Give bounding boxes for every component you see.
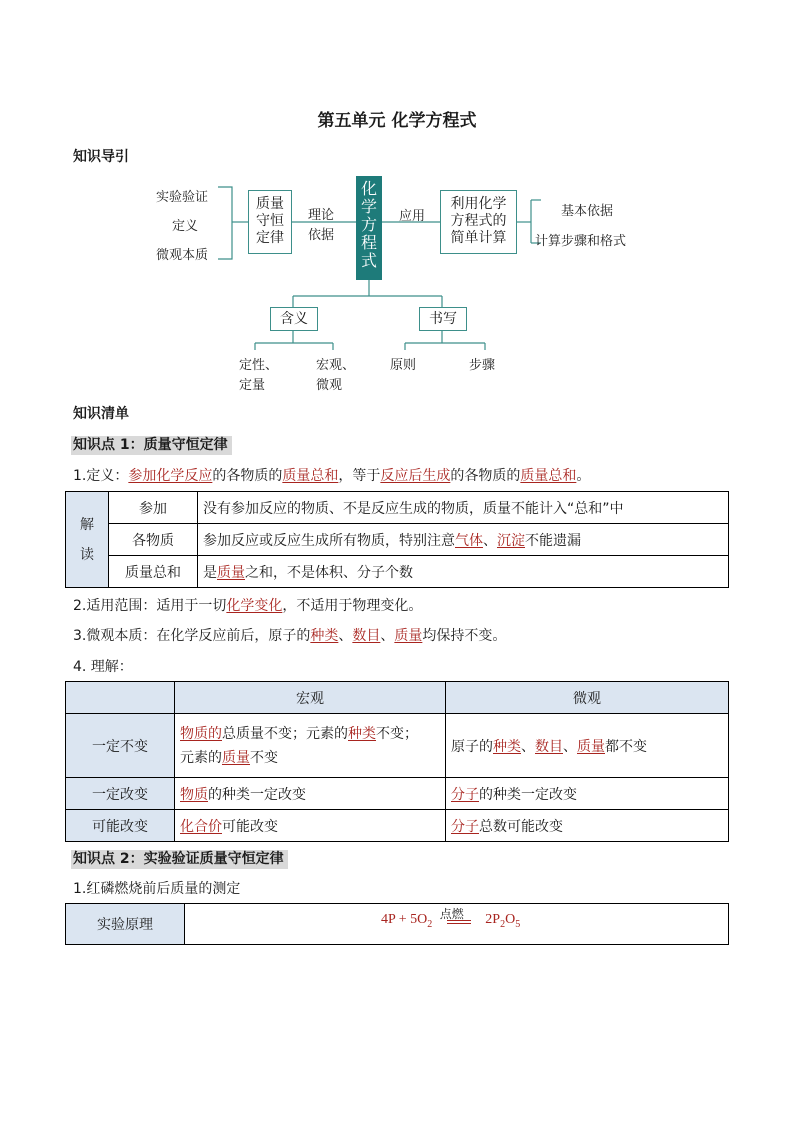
theory-label: 理论 xyxy=(308,208,335,223)
subscript: 5 xyxy=(515,918,521,930)
subsection-title: 1.红磷燃烧前后质量的测定 xyxy=(73,881,241,897)
list-heading: 知识清单 xyxy=(73,406,129,422)
text: 可能改变 xyxy=(222,818,278,835)
meaning-box: 含义 xyxy=(270,307,318,331)
text: 、 xyxy=(521,738,535,755)
term-cell: 质量总和 xyxy=(109,556,198,588)
theory-label: 依据 xyxy=(308,228,335,243)
answer-blank: 种类 xyxy=(493,738,521,755)
micro-cell xyxy=(446,778,729,810)
term-cell: 参加 xyxy=(109,492,198,524)
subscript: 2 xyxy=(500,918,506,930)
understanding-label: 4. 理解： xyxy=(73,659,133,675)
text: 不能遗漏 xyxy=(525,532,581,549)
text: 3.微观本质：在化学反应前后，原子的 xyxy=(73,628,311,644)
text: 不变 xyxy=(250,749,278,766)
text: 2.适用范围：适用于一切 xyxy=(73,598,227,614)
text: 的各物质的 xyxy=(212,468,283,484)
interpretation-table xyxy=(65,491,729,588)
text: 的种类一定改变 xyxy=(208,786,306,803)
equation-product: O xyxy=(505,912,516,927)
answer-blank: 质量 xyxy=(577,738,605,755)
explanation-cell xyxy=(198,556,729,588)
writing-child: 原则 xyxy=(390,358,417,373)
diagram-left-item: 微观本质 xyxy=(156,248,209,263)
apply-label: 应用 xyxy=(399,209,426,224)
header-cell: 宏观 xyxy=(175,682,446,714)
text: 、 xyxy=(563,738,577,755)
meaning-child: 定性、 xyxy=(239,358,279,373)
header-cell xyxy=(66,682,175,714)
guide-heading: 知识导引 xyxy=(73,149,129,165)
experiment-table xyxy=(65,903,729,945)
text: 、 xyxy=(483,532,497,549)
answer-blank: 分子 xyxy=(451,786,479,803)
law-box-line: 定律 xyxy=(256,230,284,246)
text: 、 xyxy=(380,628,395,644)
text: 是 xyxy=(203,564,217,581)
side-char: 解 xyxy=(80,516,94,533)
answer-blank: 质量总和 xyxy=(520,468,577,484)
answer-blank: 质量 xyxy=(394,628,423,644)
core-char: 式 xyxy=(360,251,377,270)
explanation-cell xyxy=(198,524,729,556)
answer-blank: 种类 xyxy=(348,725,376,742)
answer-blank: 物质的 xyxy=(180,725,222,742)
knowledge-point-1-label: 知识点 1：质量守恒定律 xyxy=(71,436,232,455)
core-char: 程 xyxy=(360,233,377,252)
header-cell: 微观 xyxy=(446,682,729,714)
text: 总数可能改变 xyxy=(479,818,563,835)
answer-blank: 种类 xyxy=(310,628,339,644)
calc-box-line: 简单计算 xyxy=(450,230,507,246)
text: 都不变 xyxy=(605,738,647,755)
answer-blank: 气体 xyxy=(455,532,483,549)
answer-blank: 数目 xyxy=(352,628,381,644)
understanding-table xyxy=(65,681,729,842)
macro-cell xyxy=(175,810,446,842)
text: 原子的 xyxy=(451,738,493,755)
answer-blank: 反应后生成 xyxy=(380,468,451,484)
scope-line xyxy=(73,595,422,615)
explanation-cell: 没有参加反应的物质、不是反应生成的物质，质量不能计入“总和”中 xyxy=(198,492,729,524)
text: ，不适用于物理变化。 xyxy=(282,598,423,614)
interpretation-side-label xyxy=(66,492,109,588)
text: 总质量不变；元素的 xyxy=(222,725,348,742)
definition-prefix: 1.定义： xyxy=(73,468,129,484)
page-title: 第五单元 化学方程式 xyxy=(317,111,477,131)
macro-cell xyxy=(175,778,446,810)
equation-product: 2P xyxy=(485,912,501,927)
reaction-condition: 点燃 xyxy=(439,907,464,921)
equation-reactants: 4P + 5O xyxy=(381,912,428,927)
answer-blank: 分子 xyxy=(451,818,479,835)
meaning-child: 微观 xyxy=(316,378,343,393)
definition-line xyxy=(73,465,590,485)
term-cell: 各物质 xyxy=(109,524,198,556)
row-label: 一定不变 xyxy=(66,714,175,778)
text: 。 xyxy=(576,468,591,484)
reaction-arrow xyxy=(439,907,476,923)
micro-cell xyxy=(446,714,729,778)
text: 元素的 xyxy=(180,749,222,766)
answer-blank: 物质 xyxy=(180,786,208,803)
answer-blank: 质量 xyxy=(222,749,250,766)
calc-box-line: 利用化学 xyxy=(450,196,507,212)
answer-blank: 质量总和 xyxy=(282,468,339,484)
text: ，等于 xyxy=(338,468,381,484)
text: 的各物质的 xyxy=(450,468,521,484)
calc-box-line: 方程式的 xyxy=(450,213,507,229)
answer-blank: 化合价 xyxy=(180,818,222,835)
text: 均保持不变。 xyxy=(422,628,507,644)
text: 参加反应或反应生成所有物质，特别注意 xyxy=(203,532,455,549)
answer-blank: 质量 xyxy=(217,564,245,581)
core-char: 方 xyxy=(360,215,377,234)
chemical-equation xyxy=(381,907,521,930)
meaning-child: 宏观、 xyxy=(316,358,356,373)
side-char: 读 xyxy=(80,546,94,563)
equation-cell xyxy=(185,904,729,945)
law-box xyxy=(248,190,292,254)
row-label: 实验原理 xyxy=(66,904,185,945)
law-box-line: 守恒 xyxy=(256,213,284,229)
text: 的种类一定改变 xyxy=(479,786,577,803)
subscript: 2 xyxy=(427,918,433,930)
knowledge-point-2-label: 知识点 2：实验验证质量守恒定律 xyxy=(71,850,288,869)
writing-child: 步骤 xyxy=(469,358,496,373)
macro-cell xyxy=(175,714,446,778)
diagram-right-item: 计算步骤和格式 xyxy=(535,234,627,249)
text: 之和，不是体积、分子个数 xyxy=(245,564,413,581)
law-box-line: 质量 xyxy=(256,196,284,212)
core-node xyxy=(356,176,382,280)
diagram-left-item: 定义 xyxy=(172,219,199,234)
row-label: 一定改变 xyxy=(66,778,175,810)
meaning-child: 定量 xyxy=(239,378,266,393)
answer-blank: 化学变化 xyxy=(226,598,283,614)
core-char: 化 xyxy=(360,179,377,198)
diagram-left-item: 实验验证 xyxy=(156,190,209,205)
text: 不变； xyxy=(376,725,418,742)
micro-essence-line xyxy=(73,625,506,645)
equals-sign xyxy=(447,920,471,924)
writing-box: 书写 xyxy=(419,307,467,331)
answer-blank: 参加化学反应 xyxy=(128,468,213,484)
diagram-right-item: 基本依据 xyxy=(561,204,614,219)
text: 、 xyxy=(338,628,353,644)
answer-blank: 沉淀 xyxy=(497,532,525,549)
calc-box xyxy=(440,190,517,254)
row-label: 可能改变 xyxy=(66,810,175,842)
core-char: 学 xyxy=(360,197,377,216)
answer-blank: 数目 xyxy=(535,738,563,755)
micro-cell xyxy=(446,810,729,842)
